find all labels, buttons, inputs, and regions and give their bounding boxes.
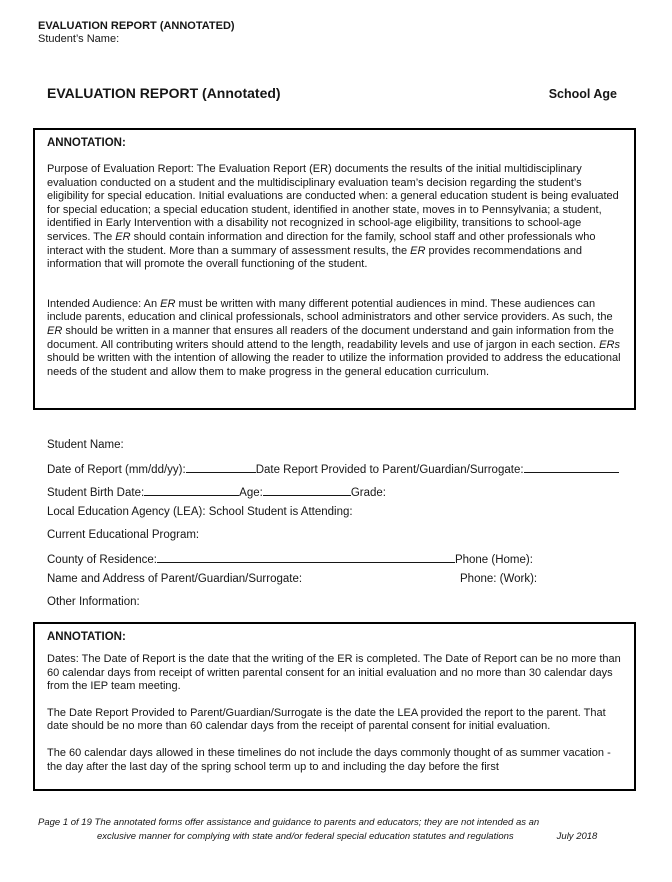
program-row [47, 527, 652, 549]
birth-date-label: Student Birth Date: [47, 486, 145, 499]
page-footer [38, 816, 638, 844]
annotation-paragraph-date-of-report: Dates: The Date of Report is the date that the writing of the ER is completed. The Date of Report can be no more than 60 calendar days from receipt of written parental consent for an initial evaluation and no more than 30 calendar days from the IEP team meeting. [47, 653, 621, 693]
phone-work-label: Phone: (Work): [460, 573, 538, 586]
annotation-heading: ANNOTATION: [47, 137, 126, 149]
county-phone-row [47, 549, 652, 571]
date-provided-label: Date Report Provided to Parent/Guardian/Surrogate: [255, 464, 524, 477]
footer-disclaimer-line2: exclusive manner for complying with state and/or federal special education statutes and regulations [97, 831, 514, 842]
age-blank[interactable] [263, 482, 351, 496]
student-name-label: Student Name: [47, 439, 124, 451]
annotation-heading: ANNOTATION: [47, 631, 126, 643]
annotation-paragraph-date-provided: The Date Report Provided to Parent/Guardian/Surrogate is the date the LEA provided the report to the parent. That date should be no more than 60 calendar days from the receipt of parental consent for initial evaluation. [47, 706, 606, 733]
report-dates-row [47, 459, 652, 481]
date-of-report-blank[interactable] [186, 459, 256, 473]
annotation-paragraph-60-days: The 60 calendar days allowed in these timelines do not include the days commonly thought of as summer vacation - the day after the last day of the spring school term up to and including the day before the first [47, 746, 611, 773]
annotation-paragraph-audience: Intended Audience: An ER must be written with many different potential audiences in mind. These audiences can include parents, education and clinical professionals, school administrators and other service providers. As such, the ER should be written in a manner that ensures all readers of the document understand and gain information from the document. All contributing writers should attend to the length, readability levels and use of jargon in each section. ERs should be written with the intention of allowing the reader to utilize the information provided to address the educational needs of the student and allow them to make progress in the general education curriculum. [47, 297, 621, 378]
page-title: EVALUATION REPORT (Annotated) [47, 85, 281, 101]
student-info-section [47, 437, 652, 616]
footer-line-1 [38, 816, 638, 830]
date-provided-blank[interactable] [524, 459, 619, 473]
parent-address-label: Name and Address of Parent/Guardian/Surrogate: [47, 573, 303, 586]
page-number: Page 1 of 19 [38, 817, 92, 828]
footer-date: July 2018 [556, 831, 598, 842]
county-blank[interactable] [157, 549, 455, 563]
other-info-row [47, 594, 652, 616]
date-of-report-label: Date of Report (mm/dd/yy): [47, 464, 186, 477]
annotation-box-purpose [33, 128, 636, 410]
birth-age-grade-row [47, 482, 652, 504]
county-label: County of Residence: [47, 553, 157, 566]
birth-date-blank[interactable] [144, 482, 239, 496]
school-age-label: School Age [548, 87, 617, 101]
title-row [47, 85, 617, 101]
top-header-title: EVALUATION REPORT (ANNOTATED) [38, 20, 235, 32]
lea-row [47, 504, 652, 526]
lea-label: Local Education Agency (LEA): School Student is Attending: [47, 506, 353, 519]
annotation-box-dates [33, 622, 636, 791]
annotation-paragraph-purpose: Purpose of Evaluation Report: The Evaluation Report (ER) documents the results of the initial multidisciplinary evaluation conducted on a student and the multidisciplinary evaluation team’s decision regarding the student’s eligibility for special education. Initial evaluations are conducted when: a general education student is being evaluated for special education; a special education student, identified in another state, moves in to Pennsylvania; a student, identified in Early Intervention with a disability not recognized in school-age eligibility, transitions to school-age services. The ER should contain information and direction for the family, school staff and other professionals who interact with the student. More than a summary of assessment results, the ER provides recommendations and information that will promote the overall functioning of the student. [47, 163, 619, 271]
top-header-student-name-label: Student’s Name: [38, 33, 120, 45]
age-label: Age: [239, 486, 263, 499]
other-info-label: Other Information: [47, 595, 140, 608]
page-top-header [38, 20, 235, 46]
phone-home-label: Phone (Home): [454, 553, 533, 566]
student-name-row [47, 437, 652, 459]
footer-disclaimer-line1: The annotated forms offer assistance and guidance to parents and educators; they are not intended as an [94, 817, 540, 828]
grade-label: Grade: [350, 486, 387, 499]
parent-address-row [47, 571, 652, 593]
program-label: Current Educational Program: [47, 528, 200, 541]
footer-line-2 [97, 830, 638, 844]
